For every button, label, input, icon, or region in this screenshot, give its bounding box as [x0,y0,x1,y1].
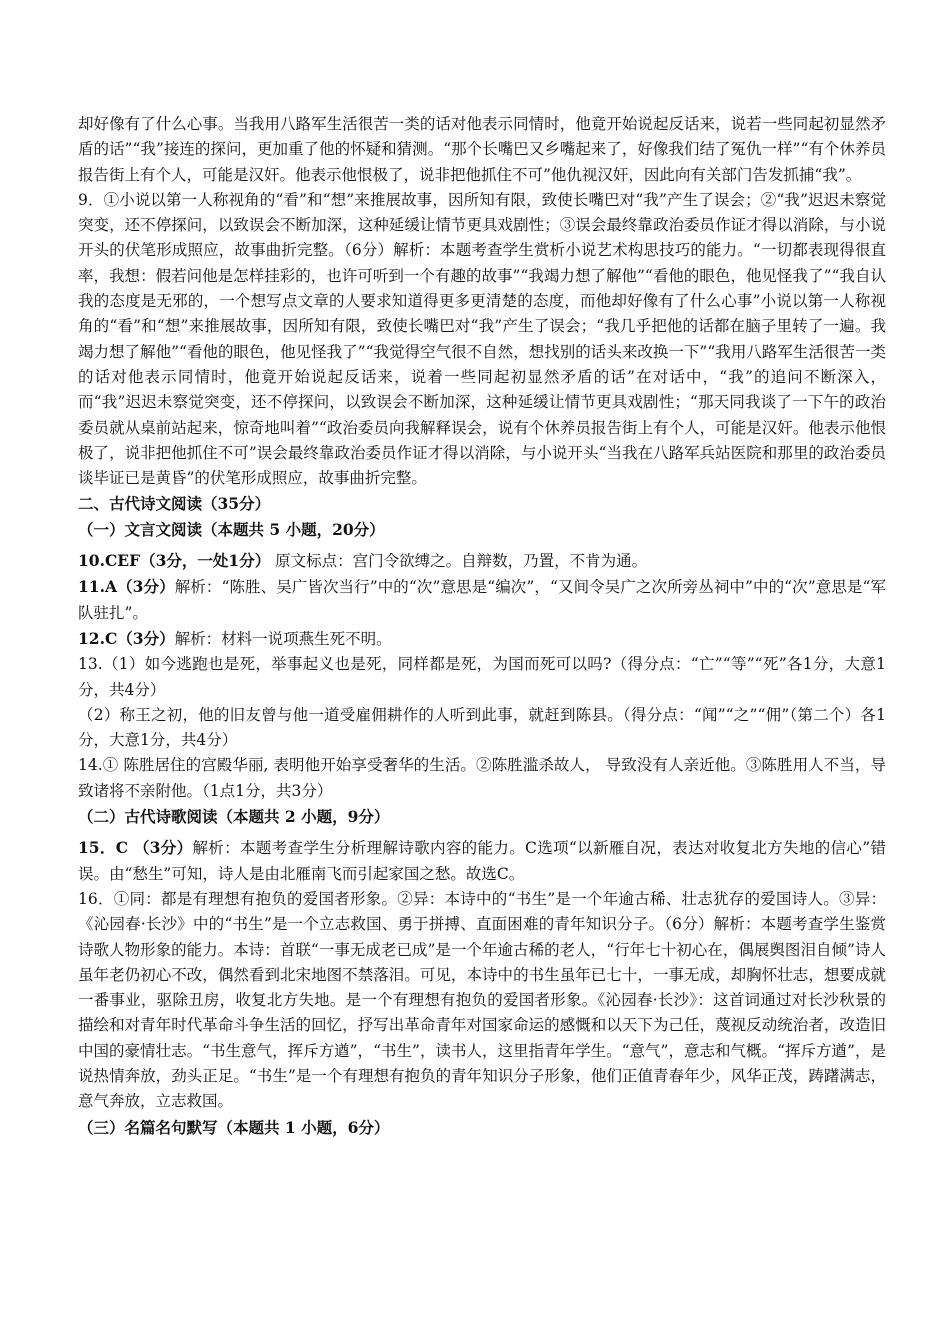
answer-q15 [78,835,886,887]
answer-q16: 16．①同：都是有理想有抱负的爱国者形象。②异：本诗中的“书生”是一个年逾古稀、壮志犹存的爱国诗人。③异：《沁园春·长沙》中的“书生”是一个立志救国、勇于拼搏、直面困难的青年知识分子。（6分）解析：本题考查学生鉴赏诗歌人物形象的能力。本诗：首联“一事无成老已成”是一个年逾古稀的老人，“行年七十初心在，偶展舆图泪自倾”诗人虽年老仍初心不改，偶然看到北宋地图不禁落泪。可见，本诗中的书生虽年已七十，一事无成，却胸怀壮志，想要成就一番事业，驱除丑房，收复北方失地。是一个有理想有抱负的爱国者形象。《沁园春·长沙》：这首词通过对长沙秋景的描绘和对青年时代革命斗争生活的回忆，抒写出革命青年对国家命运的感慨和以天下为己任，蔑视反动统治者，改造旧中国的豪情壮志。“书生意气，挥斥方遒”，“书生”，读书人，这里指青年学生。“意气”，意志和气概。“挥斥方遒”，是说热情奔放，劲头正足。“书生”是一个有理想有抱负的青年知识分子形象，他们正值青春年少，风华正茂，踌躇满志，意气奔放，立志救国。 [78,889,886,1111]
answer-q11-body: 解析：“陈胜、吴广皆次当行”中的“次”意思是“编次”，“又间令吴广之次所旁丛祠中”中的“次”意思是“军队驻扎”。 [78,578,887,622]
subsection-heading-recitation: （三）名篇名句默写（本题共 1 小题，6分） [78,1117,390,1137]
answer-q12 [78,626,886,652]
answer-q15-body: 解析：本题考查学生分析理解诗歌内容的能力。C选项“以新雁自况，表达对收复北方失地的信心”错误。由“愁生”可知，诗人是由北雁南飞而引起家国之愁。故选C。 [78,839,886,883]
answer-q15-head: 15．C （3分） [78,838,193,858]
answer-q14: 14.① 陈胜居住的宫殿华丽, 表明他开始享受奢华的生活。②陈胜滥杀故人， 导致没有人亲近他。③陈胜用人不当，导致诸将不亲附他。（1点1分，共3分） [78,756,886,800]
paragraph-intro: 却好像有了什么心事。当我用八路军生活很苦一类的话对他表示同情时，他竟开始说起反话来，说若一些同起初显然矛盾的话”“我”接连的探问，更加重了他的怀疑和猜测。“那个长嘴巴又乡嘴起来了，好像我们结了冤仇一样”“有个休养员报告街上有个人，可能是汉奸。他表示他恨极了，说非把他抓住不可”他仇视汉奸，因此向有关部门告发抓捕“我”。 [78,115,886,184]
answer-q10-head: 10.CEF（3分，一处1分） [78,551,271,571]
answer-q11 [78,574,886,626]
subsection-heading-classical-prose: （一）文言文阅读（本题共 5 小题，20分） [78,519,385,539]
section-heading-ancient-poetry: 二、古代诗文阅读（35分） [78,494,271,514]
answer-q13-part1: 13.（1）如今逃跑也是死，举事起义也是死，同样都是死，为国而死可以吗?（得分点：“亡”“等”“死”各1分，大意1分，共4分） [78,655,886,699]
answer-q11-head: 11.A（3分） [78,577,175,597]
answer-q10-body: 原文标点：宫门令欲缚之。自辩数，乃置，不肯为通。 [270,552,648,571]
subsection-heading-poetry: （二）古代诗歌阅读（本题共 2 小题，9分） [78,807,390,827]
answer-q12-body: 解析：材料一说项燕生死不明。 [174,629,392,648]
answer-q9: 9．①小说以第一人称视角的“看”和“想”来推展故事，因所知有限，致使长嘴巴对“我”产生了误会；②“我”迟迟未察觉突变，还不停探问，以致误会不断加深，这种延缓让情节更具戏剧性；③误会最终靠政治委员作证才得以消除，与小说开头的伏笔形成照应，故事曲折完整。（6分）解析：本题考查学生赏析小说艺术构思技巧的能力。“一切都表现得很直率，我想：假若问他是怎样挂彩的，也许可听到一个有趣的故事”“我竭力想了解他”“看他的眼色，他见怪我了”“我自认我的态度是无邪的，一个想写点文章的人要求知道得更多更清楚的态度，而他却好像有了什么心事”小说以第一人称视角的“看”和“想”来推展故事，因所知有限，致使长嘴巴对“我”产生了误会；“我几乎把他的话都在脑子里转了一遍。我竭力想了解他”“看他的眼色，他见怪我了”“我觉得空气很不自然，想找别的话头来改换一下”“我用八路军生活很苦一类的话对他表示同情时，他竟开始说起反话来，说着一些同起初显然矛盾的话”在对话中，“我”的追问不断深入，而“我”迟迟未察觉突变，还不停探问，以致误会不断加深，这种延缓让情节更具戏剧性；“那天同我谈了一下午的政治委员就从桌前站起来，惊奇地叫着”“政治委员向我解释误会，说有个休养员报告街上有个人，可能是汉奸。他表示他恨极了，说非把他抓住不可”误会最终靠政治委员作证才得以消除，与小说开头“当我在八路军兵站医院和那里的政治委员谈毕证已是黄昏”的伏笔形成照应，故事曲折完整。 [78,190,886,488]
answer-q10 [78,548,886,574]
answer-q12-head: 12.C（3分） [78,628,175,648]
answer-q13-part2: （2）称王之初，他的旧友曾与他一道受雇佣耕作的人听到此事，就赶到陈县。（得分点：“闻”“之”“佣”（第二个）各1分，大意1分，共4分） [78,705,886,750]
answer-document [78,112,886,1140]
